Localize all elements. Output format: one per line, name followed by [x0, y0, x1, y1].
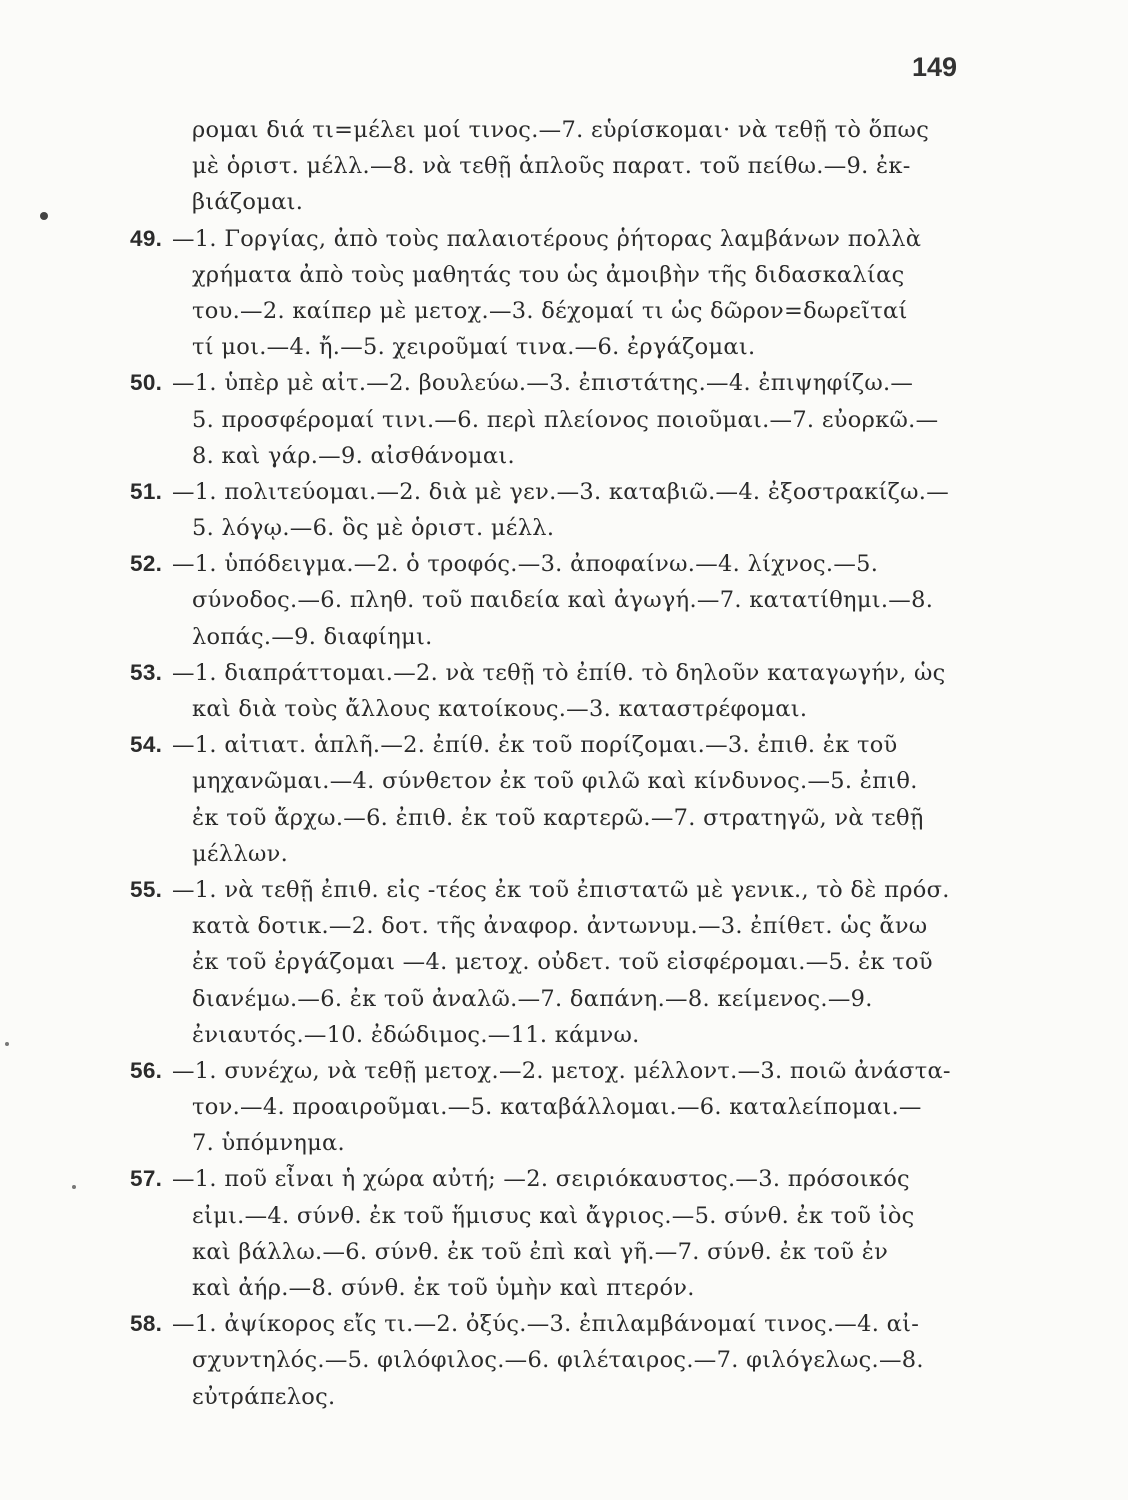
text-line — [130, 1017, 990, 1053]
line-text: μηχανῶμαι.—4. σύνθετον ἐκ τοῦ φιλῶ καὶ κίνδυνος.—5. ἐπιθ. — [192, 768, 918, 795]
page-number: 149 — [912, 52, 958, 82]
exercise-line — [130, 1306, 990, 1342]
text-line — [130, 257, 990, 293]
line-text: τον.—4. προαιροῦμαι.—5. καταβάλλομαι.—6. καταλείπομαι.— — [192, 1094, 922, 1121]
line-text: —1. πολιτεύομαι.—2. διὰ μὲ γεν.—3. καταβιῶ.—4. ἐξοστρακίζω.— — [172, 478, 950, 505]
text-line — [130, 293, 990, 329]
text-line — [130, 691, 990, 727]
line-text: βιάζομαι. — [192, 189, 304, 216]
text-line — [130, 908, 990, 944]
line-text: μέλλων. — [192, 840, 289, 867]
text-line — [130, 1125, 990, 1161]
line-text: ἐκ τοῦ ἄρχω.—6. ἐπιθ. ἐκ τοῦ καρτερῶ.—7. στρατηγῶ, νὰ τεθῇ — [192, 804, 924, 831]
exercise-number: 56. — [130, 1057, 163, 1083]
line-text: 7. ὑπόμνημα. — [192, 1130, 345, 1157]
text-line — [130, 402, 990, 438]
line-text: —1. ἀψίκορος εἴς τι.—2. ὀξύς.—3. ἐπιλαμβάνομαί τινος.—4. αἰ- — [172, 1311, 920, 1338]
text-line — [130, 836, 990, 872]
line-text: χρήματα ἀπὸ τοὺς μαθητάς του ὡς ἀμοιβὴν τῆς διδασκαλίας — [192, 261, 905, 288]
exercise-line — [130, 474, 990, 510]
text-line — [130, 438, 990, 474]
line-text: καὶ διὰ τοὺς ἄλλους κατοίκους.—3. καταστρέφομαι. — [192, 696, 808, 722]
text-line — [130, 184, 990, 220]
line-text: —1. νὰ τεθῇ ἐπιθ. εἰς -τέος ἐκ τοῦ ἐπιστατῶ μὲ γενικ., τὸ δὲ πρόσ. — [172, 876, 950, 903]
line-text: —1. αἰτιατ. ἁπλῆ.—2. ἐπίθ. ἐκ τοῦ πορίζομαι.—3. ἐπιθ. ἐκ τοῦ — [172, 732, 898, 759]
text-line — [130, 800, 990, 836]
text-line — [130, 1234, 990, 1270]
line-text: —1. Γοργίας, ἀπὸ τοὺς παλαιοτέρους ῥήτορας λαμβάνων πολλὰ — [172, 225, 922, 252]
line-text: σχυντηλός.—5. φιλόφιλος.—6. φιλέταιρος.—7. φιλόγελως.—8. — [192, 1347, 924, 1374]
exercise-number: 53. — [130, 659, 163, 685]
line-text: λοπάς.—9. διαφίημι. — [192, 623, 433, 650]
line-text: μὲ ὁριστ. μέλλ.—8. νὰ τεθῇ ἁπλοῦς παρατ. τοῦ πείθω.—9. ἐκ- — [192, 153, 911, 180]
line-text: 5. προσφέρομαί τινι.—6. περὶ πλείονος ποιοῦμαι.—7. εὐορκῶ.— — [192, 406, 939, 433]
text-line — [130, 582, 990, 618]
exercise-line — [130, 872, 990, 908]
line-text: —1. ὑπόδειγμα.—2. ὁ τροφός.—3. ἀποφαίνω.—4. λίχνος.—5. — [172, 551, 879, 578]
text-line — [130, 1270, 990, 1306]
line-text: εἰμι.—4. σύνθ. ἐκ τοῦ ἥμισυς καὶ ἄγριος.—5. σύνθ. ἐκ τοῦ ἰὸς — [192, 1202, 915, 1229]
exercise-number: 55. — [130, 876, 163, 902]
line-text: ἐνιαυτός.—10. ἐδώδιμος.—11. κάμνω. — [192, 1021, 640, 1048]
exercise-number: 58. — [130, 1311, 163, 1337]
exercise-line — [130, 655, 990, 691]
line-text: ἐκ τοῦ ἐργάζομαι —4. μετοχ. οὐδετ. τοῦ εἰσφέρομαι.—5. ἐκ τοῦ — [192, 949, 933, 976]
exercise-number: 49. — [130, 225, 163, 251]
line-text: 5. λόγῳ.—6. ὃς μὲ ὁριστ. μέλλ. — [192, 515, 555, 542]
text-line — [130, 1089, 990, 1125]
line-text: ρομαι διά τι=μέλει μοί τινος.—7. εὑρίσκομαι· νὰ τεθῇ τὸ ὅπως — [192, 117, 930, 143]
line-text: 8. καὶ γάρ.—9. αἰσθάνομαι. — [192, 442, 515, 469]
exercise-number: 54. — [130, 732, 163, 758]
line-text: σύνοδος.—6. πληθ. τοῦ παιδεία καὶ ἀγωγή.—7. κατατίθημι.—8. — [192, 587, 934, 614]
exercise-line — [130, 365, 990, 401]
text-line — [130, 112, 990, 148]
exercise-number: 52. — [130, 551, 163, 577]
margin-speck — [72, 1185, 76, 1189]
exercise-line — [130, 727, 990, 763]
line-text: εὐτράπελος. — [192, 1383, 336, 1410]
line-text: του.—2. καίπερ μὲ μετοχ.—3. δέχομαί τι ὡς δῶρον=δωρεῖταί — [192, 297, 908, 324]
text-line — [130, 1198, 990, 1234]
exercise-number: 51. — [130, 478, 163, 504]
line-text: —1. ὑπὲρ μὲ αἰτ.—2. βουλεύω.—3. ἐπιστάτης.—4. ἐπιψηφίζω.— — [172, 370, 914, 397]
text-line — [130, 944, 990, 980]
margin-dot — [40, 212, 48, 220]
text-line — [130, 148, 990, 184]
text-line — [130, 329, 990, 365]
text-line — [130, 1342, 990, 1378]
line-text: —1. συνέχω, νὰ τεθῇ μετοχ.—2. μετοχ. μέλλοντ.—3. ποιῶ ἀνάστα- — [172, 1057, 951, 1084]
line-text: καὶ ἀήρ.—8. σύνθ. ἐκ τοῦ ὑμὴν καὶ πτερόν. — [192, 1275, 695, 1301]
line-text: —1. διαπράττομαι.—2. νὰ τεθῇ τὸ ἐπίθ. τὸ δηλοῦν καταγωγήν, ὡς — [172, 659, 946, 686]
margin-speck — [5, 1042, 9, 1046]
line-text: διανέμω.—6. ἐκ τοῦ ἀναλῶ.—7. δαπάνη.—8. κείμενος.—9. — [192, 985, 873, 1012]
exercise-line — [130, 1053, 990, 1089]
answer-key-text — [130, 112, 990, 1415]
exercise-line — [130, 546, 990, 582]
exercise-line — [130, 221, 990, 257]
exercise-line — [130, 1161, 990, 1197]
text-line — [130, 619, 990, 655]
line-text: τί μοι.—4. ἤ.—5. χειροῦμαί τινα.—6. ἐργάζομαι. — [192, 334, 756, 361]
exercise-number: 50. — [130, 370, 163, 396]
text-line — [130, 981, 990, 1017]
text-line — [130, 763, 990, 799]
line-text: καὶ βάλλω.—6. σύνθ. ἐκ τοῦ ἐπὶ καὶ γῆ.—7. σύνθ. ἐκ τοῦ ἐν — [192, 1238, 889, 1265]
text-line — [130, 1379, 990, 1415]
text-line — [130, 510, 990, 546]
line-text: —1. ποῦ εἶναι ἡ χώρα αὐτή; —2. σειριόκαυστος.—3. πρόσοικός — [172, 1166, 910, 1193]
exercise-number: 57. — [130, 1166, 163, 1192]
line-text: κατὰ δοτικ.—2. δοτ. τῆς ἀναφορ. ἀντωνυμ.—3. ἐπίθετ. ὡς ἄνω — [192, 913, 928, 940]
